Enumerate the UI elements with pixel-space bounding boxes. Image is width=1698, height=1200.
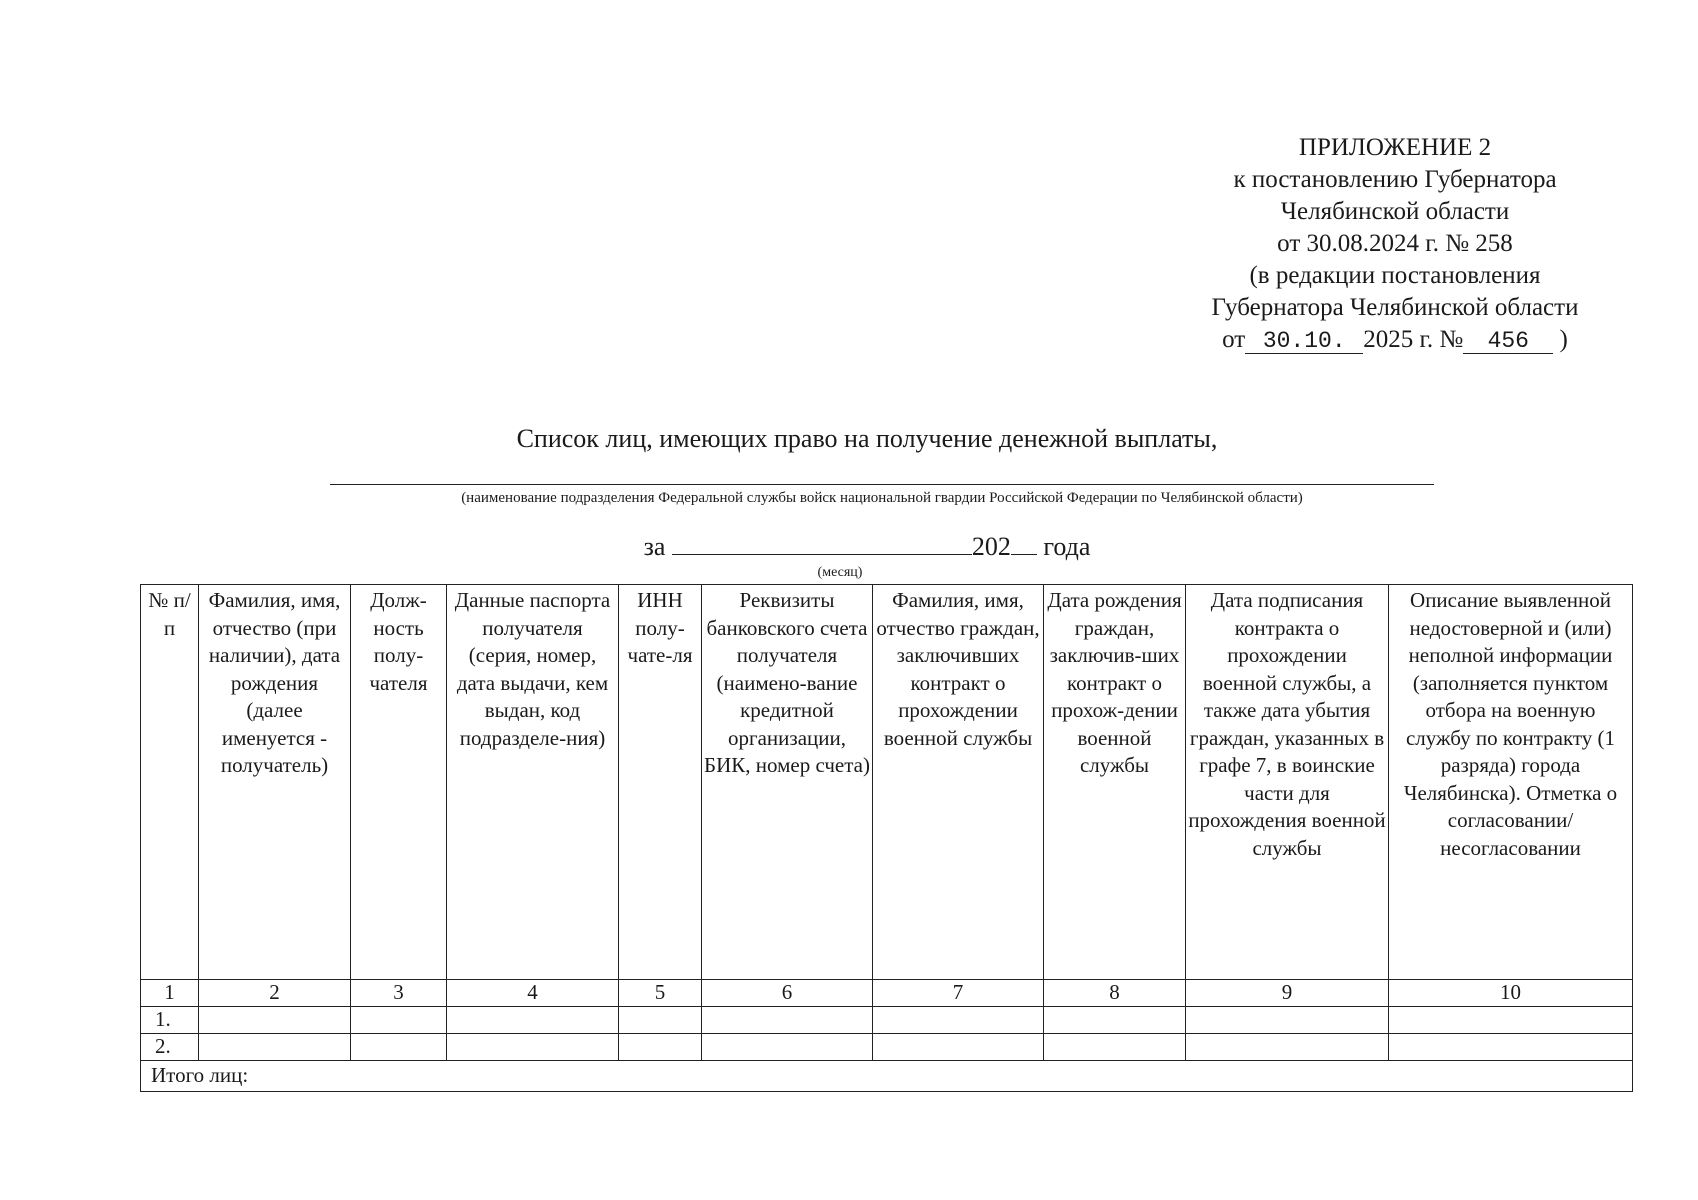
column-number: 4 <box>447 980 619 1007</box>
org-name-caption: (наименование подразделения Федеральной службы войск национальной гвардии Российской Федерации по Челябинской области) <box>461 490 1303 506</box>
table-cell <box>873 1034 1044 1061</box>
table-cell <box>199 1007 351 1034</box>
table-cell <box>1186 1034 1389 1061</box>
column-numbers-row <box>141 980 1633 1007</box>
col-header-recipient-name: Фамилия, имя, отчество (при наличии), дата рождения (далее именуется - получатель) <box>199 585 351 980</box>
recipients-table <box>140 584 1633 1092</box>
table-cell <box>351 1007 447 1034</box>
table-header-row <box>141 585 1633 980</box>
table-cell <box>619 1007 702 1034</box>
table-cell <box>702 1034 873 1061</box>
total-label: Итого лиц: <box>141 1061 1633 1092</box>
table-cell <box>1389 1034 1633 1061</box>
column-number: 8 <box>1044 980 1186 1007</box>
column-number: 9 <box>1186 980 1389 1007</box>
table-cell <box>1389 1007 1633 1034</box>
org-name-blank-line <box>330 484 1434 485</box>
col-header-number: № п/п <box>141 585 199 980</box>
table-row <box>141 1034 1633 1061</box>
appendix-line-2: Челябинской области <box>1280 198 1510 225</box>
period-line <box>300 532 1434 562</box>
amendment-line <box>1150 324 1640 356</box>
column-number: 2 <box>199 980 351 1007</box>
appendix-line-3: от 30.08.2024 г. № 258 <box>1277 230 1513 257</box>
col-header-position: Долж-ность полу-чателя <box>351 585 447 980</box>
row-number: 2. <box>141 1034 199 1061</box>
period-prefix: за <box>643 532 666 561</box>
col-header-contract-citizen-name: Фамилия, имя, отчество граждан, заключивших контракт о прохождении военной службы <box>873 585 1044 980</box>
period-year-prefix: 202 <box>971 532 1011 561</box>
table-cell <box>619 1034 702 1061</box>
period-suffix: года <box>1043 532 1091 561</box>
col-header-citizen-birthdate: Дата рождения граждан, заключив-ших контракт о прохож-дении военной службы <box>1044 585 1186 980</box>
document-title: Список лиц, имеющих право на получение денежной выплаты, <box>516 424 1218 453</box>
table-cell <box>447 1034 619 1061</box>
column-number: 7 <box>873 980 1044 1007</box>
amendment-close: ) <box>1559 326 1568 353</box>
table-cell <box>447 1007 619 1034</box>
table-cell <box>1044 1034 1186 1061</box>
col-header-passport: Данные паспорта получателя (серия, номер, дата выдачи, кем выдан, код подразделе-ния) <box>447 585 619 980</box>
column-number: 1 <box>141 980 199 1007</box>
month-blank <box>672 532 972 555</box>
column-number: 5 <box>619 980 702 1007</box>
table-cell <box>199 1034 351 1061</box>
amendment-number-field: 456 <box>1463 329 1553 354</box>
table-cell <box>1044 1007 1186 1034</box>
col-header-description: Описание выявленной недостоверной и (или) неполной информации (заполняется пунктом отбора на военную службу по контракту (1 разряда) города Челябинска). Отметка о согласовании/ несогласовании <box>1389 585 1633 980</box>
table-cell <box>702 1007 873 1034</box>
amendment-year: 2025 г. № <box>1363 326 1464 353</box>
column-number: 10 <box>1389 980 1633 1007</box>
amendment-prefix: от <box>1222 326 1246 353</box>
table-row <box>141 1007 1633 1034</box>
appendix-title: ПРИЛОЖЕНИЕ 2 <box>1298 134 1492 161</box>
year-blank <box>1011 532 1037 555</box>
col-header-inn: ИНН полу-чате-ля <box>619 585 702 980</box>
appendix-line-5: Губернатора Челябинской области <box>1211 294 1579 321</box>
table-cell <box>351 1034 447 1061</box>
column-number: 6 <box>702 980 873 1007</box>
table-cell <box>1186 1007 1389 1034</box>
month-caption: (месяц) <box>817 565 863 580</box>
table-cell <box>873 1007 1044 1034</box>
appendix-line-1: к постановлению Губернатора <box>1233 166 1557 193</box>
row-number: 1. <box>141 1007 199 1034</box>
appendix-header <box>1150 132 1640 356</box>
column-number: 3 <box>351 980 447 1007</box>
amendment-date-field: 30.10. <box>1245 329 1363 354</box>
total-row <box>141 1061 1633 1092</box>
appendix-line-4: (в редакции постановления <box>1249 262 1541 289</box>
col-header-contract-date: Дата подписания контракта о прохождении военной службы, а также дата убытия граждан, указанных в графе 7, в воинские части для прохождения военной службы <box>1186 585 1389 980</box>
col-header-bank-details: Реквизиты банковского счета получателя (наимено-вание кредитной организации, БИК, номер счета) <box>702 585 873 980</box>
